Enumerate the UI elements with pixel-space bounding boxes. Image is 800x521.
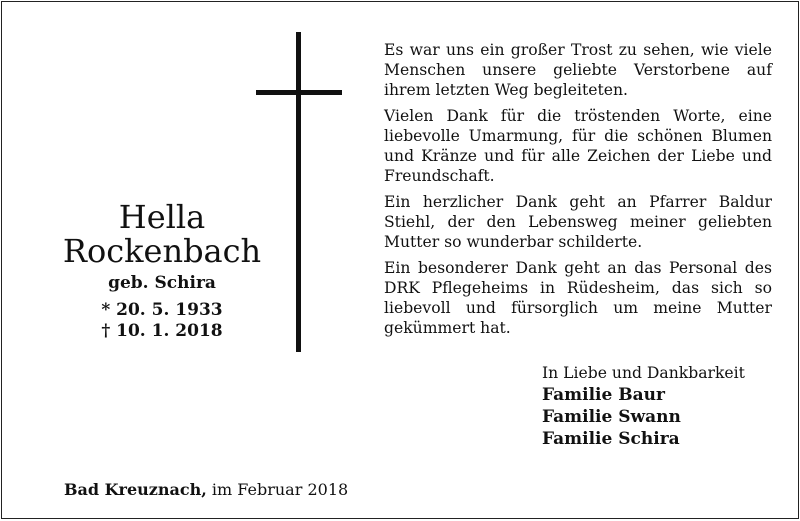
- signature-block: [542, 362, 772, 450]
- maiden-name: geb. Schira: [108, 273, 216, 293]
- cross-horizontal-bar: [256, 90, 342, 95]
- family-name: Familie Baur: [542, 385, 665, 405]
- date-text: im Februar 2018: [206, 480, 349, 499]
- family-name: Familie Swann: [542, 407, 681, 427]
- place-date-line: [64, 480, 348, 500]
- signature-intro: In Liebe und Dankbarkeit: [542, 364, 745, 382]
- deceased-info: [42, 200, 282, 342]
- first-name: Hella: [118, 198, 206, 236]
- paragraph: Ein besonderer Dank geht an das Personal des DRK Pflegeheims in Rüdesheim, das sich so liebevoll und fürsorglich um meine Mutter gekümmert hat.: [384, 259, 772, 337]
- paragraph: Vielen Dank für die tröstenden Worte, eine liebevolle Umarmung, für die schönen Blumen und Kränze und für alle Zeichen der Liebe und Freundschaft.: [384, 107, 772, 185]
- city: Bad Kreuznach,: [64, 480, 207, 499]
- last-name: Rockenbach: [62, 232, 262, 270]
- obituary-notice: [1, 1, 799, 519]
- death-date: † 10. 1. 2018: [101, 321, 223, 341]
- birth-date: * 20. 5. 1933: [101, 300, 223, 320]
- family-name: Familie Schira: [542, 429, 680, 449]
- cross-vertical-bar: [296, 32, 301, 352]
- life-dates: [42, 300, 282, 342]
- thank-you-text: [384, 40, 772, 338]
- paragraph: Es war uns ein großer Trost zu sehen, wie viele Menschen unsere geliebte Verstorbene auf ihrem letzten Weg begleiteten.: [384, 41, 772, 99]
- paragraph: Ein herzlicher Dank geht an Pfarrer Baldur Stiehl, der den Lebensweg meiner geliebten Mutter so wunderbar schilderte.: [384, 193, 772, 251]
